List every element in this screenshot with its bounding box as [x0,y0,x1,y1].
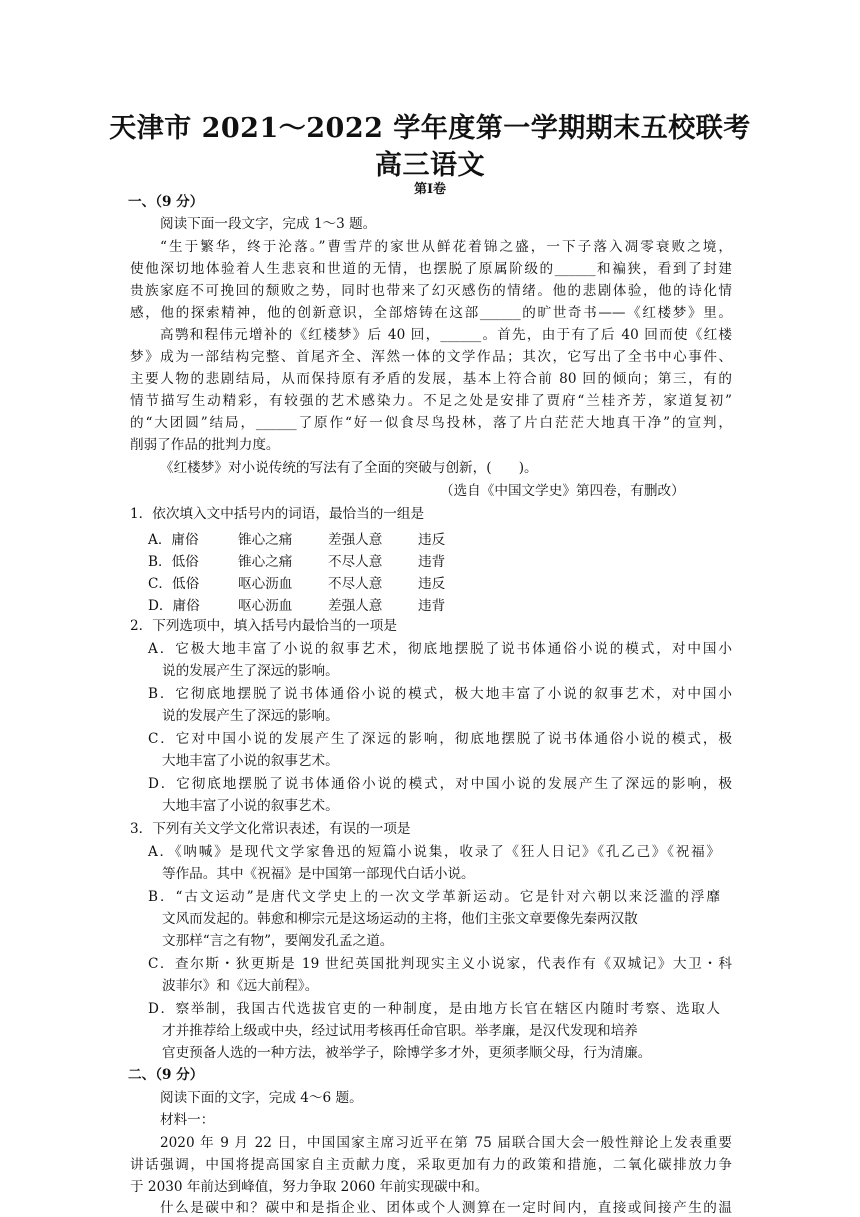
question-3-option-b[interactable]: B．“古文运动”是唐代文学史上的一次文学革新运动。它是针对六朝以来泛滥的浮靡 [148,889,720,905]
exam-subject: 高三语文 [375,150,485,181]
question-2-option-c[interactable]: C．它对中国小说的发展产生了深远的影响，彻底地摆脱了说书体通俗小说的模式，极 [148,731,732,747]
section1-heading: 一、（9 分） [128,194,204,210]
question-2-stem: 2．下列选项中，填入括号内最恰当的一项是 [130,618,397,634]
exam-title: 天津市 2021～2022 学年度第一学期期末五校联考 [109,113,751,144]
material-line: 于 2030 年前达到峰值，努力争取 2060 年前实现碳中和。 [130,1179,489,1195]
passage-line: 梦》成为一部结构完整、首尾齐全、浑然一体的文学作品；其次，它写出了全书中心事件、 [130,349,732,365]
passage-line: 情节描写生动精彩，有较强的艺术感染力。不足之处是安排了贾府“兰桂齐芳，家道复初” [130,393,732,409]
section1-intro: 阅读下面一段文字，完成 1～3 题。 [160,216,377,232]
question-3-option-d-cont: 官吏预备人选的一种方法，被举学子，除博学多才外，更须孝顺父母，行为清廉。 [162,1045,652,1061]
question-2-option-a[interactable]: A．它极大地丰富了小说的叙事艺术，彻底地摆脱了说书体通俗小说的模式，对中国小 [148,641,732,657]
passage-line: 高鹗和程伟元增补的《红楼梦》后 40 回，______。首先，由于有了后 40 回而使《红楼 [160,327,732,343]
question-2-option-d[interactable]: D．它彻底地摆脱了说书体通俗小说的模式，对中国小说的发展产生了深远的影响，极 [148,776,732,792]
question-2-option-b[interactable]: B．它彻底地摆脱了说书体通俗小说的模式，极大地丰富了小说的叙事艺术，对中国小 [148,686,732,702]
passage-line: 贵族家庭不可挽回的颓败之势，同时也带来了幻灭感伤的情绪。他的悲剧体验，他的诗化情 [130,283,732,299]
question-1-option-a[interactable]: A．庸俗 锥心之痛 差强人意 违反 [148,532,446,548]
question-1-option-b[interactable]: B．低俗 锥心之痛 不尽人意 违背 [148,554,446,570]
question-2-option-c-cont: 大地丰富了小说的叙事艺术。 [162,753,339,769]
question-3-option-d[interactable]: D．察举制，我国古代选拔官吏的一种制度，是由地方长官在辖区内随时考察、选取人 [148,1001,720,1017]
material-line: 讲话强调，中国将提高国家自主贡献力度，采取更加有力的政策和措施，二氧化碳排放力争 [130,1157,732,1173]
passage-source: （选自《中国文学史》第四卷，有删改） [440,483,685,499]
passage-line: 的“大团圆”结局，______了原作“好一似食尽鸟投林，落了片白茫茫大地真干净”的宣判， [130,415,732,431]
volume-label: 第Ⅰ卷 [413,182,447,197]
section2-heading: 二、（9 分） [128,1067,204,1083]
question-1-stem: 1．依次填入文中括号内的词语，最恰当的一组是 [130,506,425,522]
passage-line: “生于繁华，终于沦落。”曹雪芹的家世从鲜花着锦之盛，一下子落入凋零衰败之境， [160,239,732,255]
question-3-option-c[interactable]: C．查尔斯・狄更斯是 19 世纪英国批判现实主义小说家，代表作有《双城记》大卫・科 [148,956,732,972]
question-3-option-a[interactable]: A．《呐喊》是现代文学家鲁迅的短篇小说集，收录了《狂人日记》《孔乙己》《祝福》 [148,844,720,860]
question-1-option-c[interactable]: C．低俗 呕心沥血 不尽人意 违反 [148,576,446,592]
material-line: 什么是碳中和？碳中和是指企业、团体或个人测算在一定时间内，直接或间接产生的温 [160,1200,732,1216]
question-3-option-b-cont: 文风而发起的。韩愈和柳宗元是这场运动的主将，他们主张文章要像先秦两汉散 [162,911,638,927]
passage-line: 《红楼梦》对小说传统的写法有了全面的突破与创新，( )。 [160,460,538,476]
question-3-option-d-cont: 才并推荐给上级或中央，经过试用考核再任命官职。举孝廉，是汉代发现和培养 [162,1023,638,1039]
question-2-option-d-cont: 大地丰富了小说的叙事艺术。 [162,798,339,814]
question-3-stem: 3．下列有关文学文化常识表述，有误的一项是 [130,821,411,837]
section2-intro: 阅读下面的文字，完成 4～6 题。 [160,1090,363,1106]
passage-line: 削弱了作品的批判力度。 [130,437,280,453]
material-label: 材料一： [160,1112,215,1128]
question-1-option-d[interactable]: D．庸俗 呕心沥血 差强人意 违背 [148,598,446,614]
passage-line: 主要人物的悲剧结局，从而保持原有矛盾的发展，基本上符合前 80 回的倾向；第三，有的 [130,371,732,387]
passage-line: 感，他的探索精神，他的创新意识，全部熔铸在这部______的旷世奇书——《红楼梦》里。 [130,305,732,321]
question-3-option-b-cont: 文那样“言之有物”，要阐发孔孟之道。 [162,933,394,949]
question-2-option-a-cont: 说的发展产生了深远的影响。 [162,663,339,679]
question-3-option-c-cont: 波菲尔》和《远大前程》。 [162,978,319,994]
material-line: 2020 年 9 月 22 日，中国国家主席习近平在第 75 届联合国大会一般性辩论上发表重要 [160,1135,732,1151]
question-3-option-a-cont: 等作品。其中《祝福》是中国第一部现代白话小说。 [162,866,475,882]
passage-line: 使他深切地体验着人生悲哀和世道的无情，也摆脱了原属阶级的______和褊狭，看到了封建 [130,261,732,277]
question-2-option-b-cont: 说的发展产生了深远的影响。 [162,708,339,724]
